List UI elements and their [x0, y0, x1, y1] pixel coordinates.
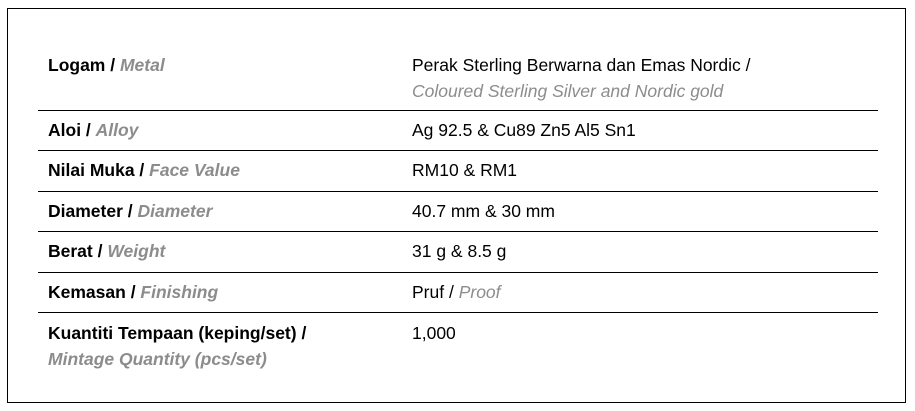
- row-label: [38, 320, 412, 375]
- row-label: [38, 117, 412, 150]
- label-separator: /: [105, 55, 120, 75]
- table-row-alloy: [38, 111, 878, 151]
- table-row-finishing: [38, 273, 878, 313]
- label-separator: /: [92, 241, 108, 261]
- row-value: [412, 52, 878, 110]
- row-value: 31 g & 8.5 g: [412, 241, 507, 261]
- label-english: Diameter: [137, 201, 213, 221]
- label-separator: /: [125, 282, 141, 302]
- label-malay: Berat: [48, 241, 93, 261]
- row-value: Ag 92.5 & Cu89 Zn5 Al5 Sn1: [412, 120, 636, 140]
- row-value: RM10 & RM1: [412, 160, 518, 180]
- row-value: [412, 279, 878, 312]
- label-separator: /: [134, 160, 150, 180]
- table-row-mintage: [38, 313, 878, 375]
- table-row-weight: [38, 232, 878, 273]
- label-english: Face Value: [149, 160, 240, 180]
- value-malay: Pruf: [412, 282, 445, 302]
- row-value: 40.7 mm & 30 mm: [412, 201, 555, 221]
- table-row-metal: [38, 44, 878, 111]
- label-malay: Diameter: [48, 201, 123, 221]
- label-english: Metal: [119, 55, 165, 75]
- table-row-diameter: [38, 192, 878, 232]
- label-malay: Nilai Muka: [48, 160, 135, 180]
- label-malay: Aloi: [48, 120, 82, 140]
- row-label: [38, 157, 412, 191]
- label-english: Weight: [107, 241, 166, 261]
- row-label: [38, 52, 412, 110]
- label-english: Alloy: [95, 120, 139, 140]
- label-separator: /: [81, 120, 96, 140]
- row-label: [38, 279, 412, 312]
- label-separator: /: [122, 201, 138, 221]
- label-english: Mintage Quantity (pcs/set): [48, 349, 267, 369]
- row-label: [38, 238, 412, 272]
- spec-table: [38, 44, 878, 375]
- label-malay: Kuantiti Tempaan (keping/set) /: [48, 323, 307, 343]
- row-label: [38, 198, 412, 231]
- label-malay: Logam: [48, 55, 106, 75]
- value-english: Proof: [458, 282, 501, 302]
- value-english: Coloured Sterling Silver and Nordic gold: [412, 81, 724, 101]
- value-malay: Perak Sterling Berwarna dan Emas Nordic /: [412, 55, 751, 75]
- table-row-face-value: [38, 151, 878, 192]
- row-value: 1,000: [412, 323, 456, 343]
- label-english: Finishing: [140, 282, 219, 302]
- value-separator: /: [444, 282, 459, 302]
- label-malay: Kemasan: [48, 282, 126, 302]
